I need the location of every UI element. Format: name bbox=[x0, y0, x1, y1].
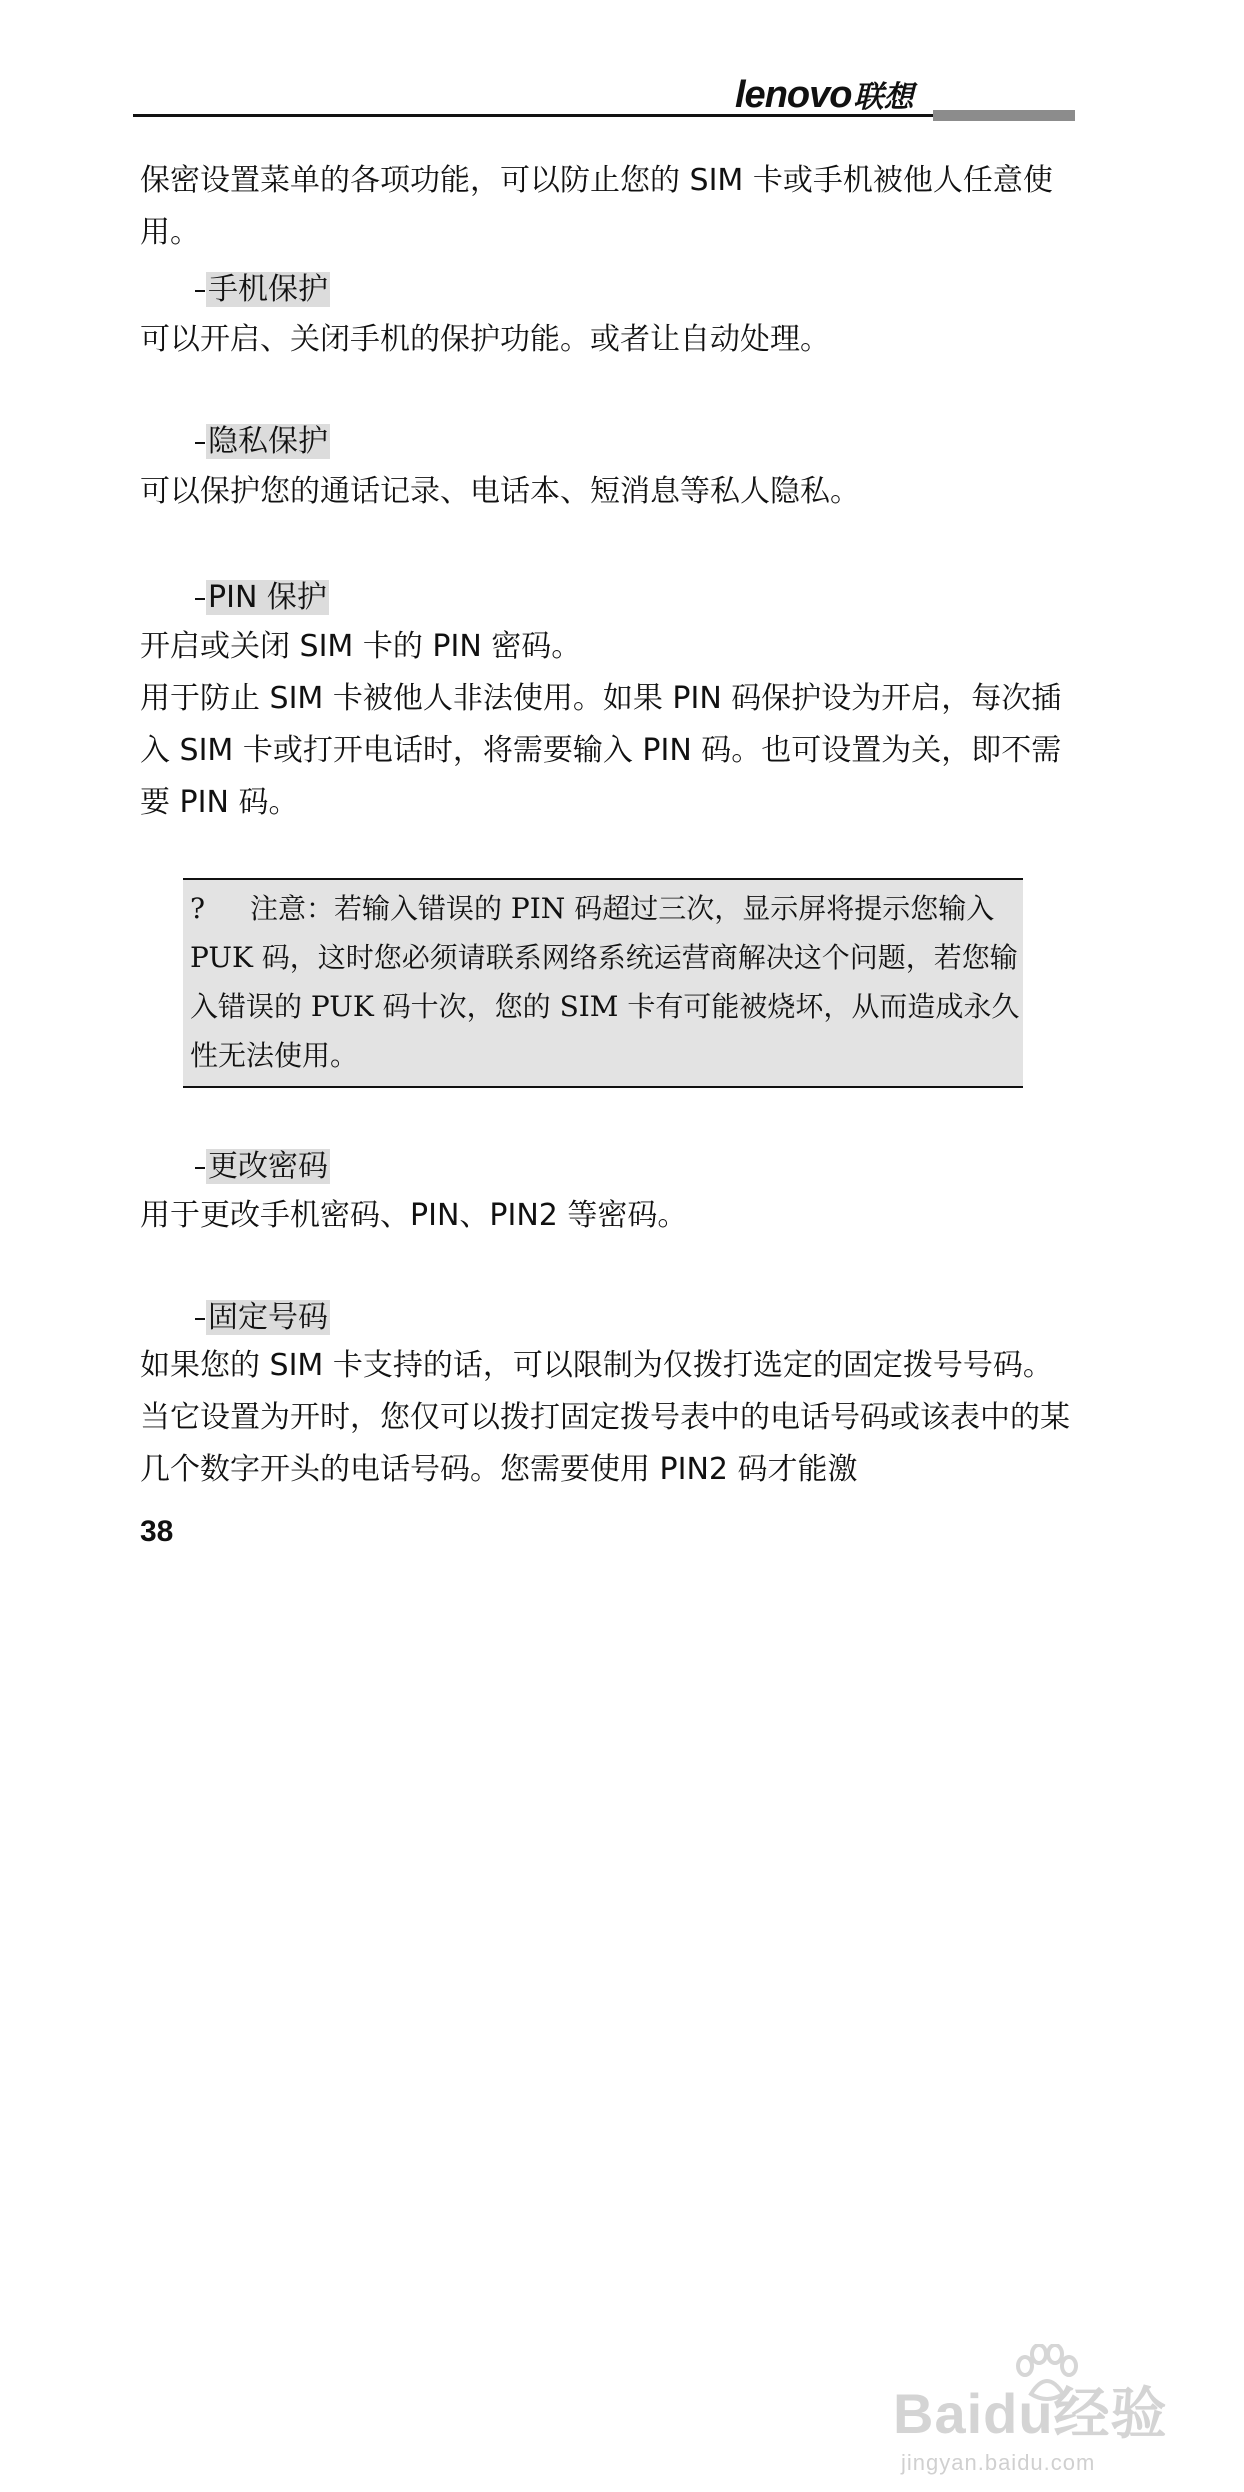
section-heading-change-password bbox=[195, 1147, 330, 1187]
paragraph: 可以开启、关闭手机的保护功能。或者让自动处理。 bbox=[140, 322, 830, 357]
heading-text: 更改密码 bbox=[208, 1149, 328, 1184]
baidu-watermark bbox=[893, 2350, 1193, 2480]
brand-name: lenovo bbox=[735, 74, 852, 116]
paragraph: 可以保护您的通话记录、电话本、短消息等私人隐私。 bbox=[140, 474, 860, 509]
header-accent-bar bbox=[933, 110, 1075, 121]
section-heading-pin-protection bbox=[195, 578, 329, 618]
heading-text: 手机保护 bbox=[208, 272, 328, 307]
heading-text: 隐私保护 bbox=[208, 424, 328, 459]
heading-dash bbox=[195, 290, 205, 292]
paragraph: 如果您的 SIM 卡支持的话，可以限制为仅拨打选定的固定拨号号码。当它设置为开时，您仅可以拨打固定拨号表中的电话号码或该表中的某几个数字开头的电话号码。您需要使用 PIN2 码才能激 bbox=[140, 1348, 1070, 1487]
heading-dash bbox=[195, 1167, 205, 1169]
heading-dash bbox=[195, 1318, 205, 1320]
paragraph: 用于防止 SIM 卡被他人非法使用。如果 PIN 码保护设为开启，每次插入 SIM 卡或打开电话时，将需要输入 PIN 码。也可设置为关，即不需要 PIN 码。 bbox=[140, 681, 1062, 820]
lenovo-logo bbox=[735, 72, 913, 117]
heading-dash bbox=[195, 598, 205, 600]
section-heading-fixed-dialing bbox=[195, 1298, 330, 1338]
brand-cn: 联想 bbox=[853, 80, 914, 115]
note-marker: ? bbox=[190, 892, 206, 925]
section-heading-phone-protection bbox=[195, 270, 330, 310]
heading-dash bbox=[195, 442, 205, 444]
heading-text: 固定号码 bbox=[208, 1300, 328, 1335]
watermark-logo: Baidu经验 bbox=[893, 2382, 1168, 2445]
heading-text: PIN 保护 bbox=[208, 580, 327, 615]
section-heading-privacy-protection bbox=[195, 422, 330, 462]
page-number: 38 bbox=[140, 1515, 174, 1548]
intro-paragraph: 保密设置菜单的各项功能，可以防止您的 SIM 卡或手机被他人任意使用。 bbox=[140, 163, 1053, 250]
paragraph: 开启或关闭 SIM 卡的 PIN 密码。 bbox=[140, 629, 582, 664]
note-text bbox=[190, 884, 1020, 1080]
paragraph: 用于更改手机密码、PIN、PIN2 等密码。 bbox=[140, 1198, 688, 1233]
watermark-url: jingyan.baidu.com bbox=[901, 2450, 1096, 2475]
note-body: 注意：若输入错误的 PIN 码超过三次，显示屏将提示您输入 PUK 码，这时您必须请联系网络系统运营商解决这个问题，若您输入错误的 PUK 码十次，您的 SIM 卡有可能被烧坏，从而造成永久性无法使用。 bbox=[190, 892, 1020, 1072]
